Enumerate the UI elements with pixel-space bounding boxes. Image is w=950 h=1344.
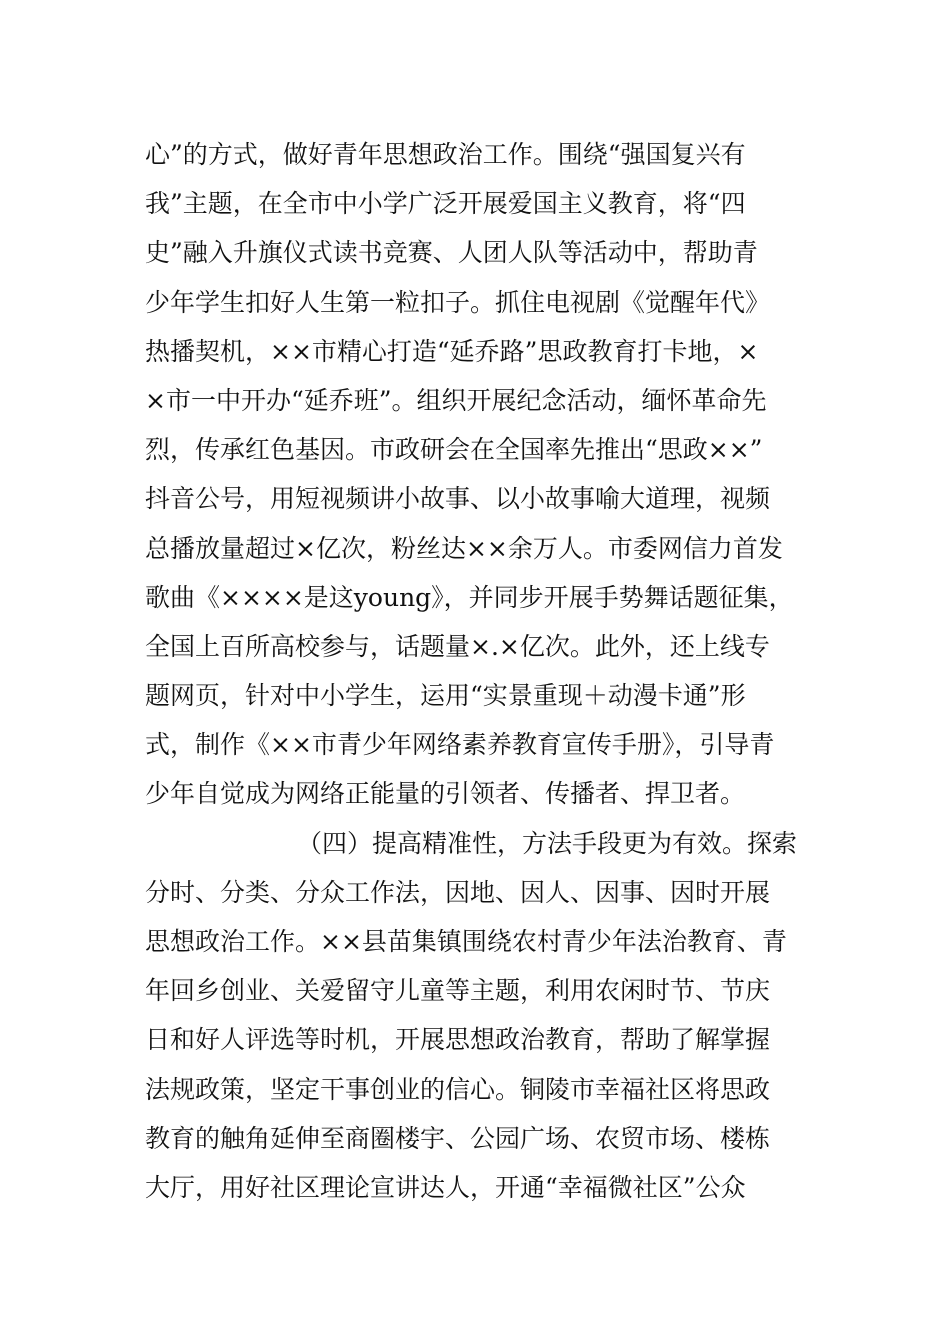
text-line: 题网页，针对中小学生，运用“实景重现＋动漫卡通”形 (145, 681, 746, 711)
text-line: 思想政治工作。××县苗集镇围绕农村青少年法治教育、青 (145, 927, 787, 956)
text-line: 心”的方式，做好青年思想政治工作。围绕“强国复兴有 (145, 140, 746, 169)
text-line: 总播放量超过×亿次，粉丝达××余万人。市委网信力首发 (145, 533, 783, 563)
text-line: 抖音公号，用短视频讲小故事、以小故事喻大道理，视频 (145, 484, 771, 514)
text-line: ×市一中开办“延乔班”。组织开展纪念活动，缅怀革命先 (145, 385, 767, 415)
text-line: 史”融入升旗仪式读书竞赛、人团人队等活动中，帮助青 (145, 238, 758, 268)
text-line: 式，制作《××市青少年网络素养教育宣传手册》，引导青 (145, 730, 775, 760)
body-text (145, 130, 835, 1212)
text-line: 全国上百所高校参与，话题量×.×亿次。此外，还上线专 (145, 631, 770, 661)
text-line: 大厅，用好社区理论宣讲达人，开通“幸福微社区”公众 (145, 1172, 746, 1202)
text-line: 少年自觉成为网络正能量的引领者、传播者、捍卫者。 (145, 779, 746, 809)
text-line: 少年学生扣好人生第一粒扣子。抓住电视剧《觉醒年代》 (145, 287, 771, 317)
text-line: 歌曲《××××是这young》，并同步开展手势舞话题征集， (145, 582, 794, 612)
text-line: 法规政策，坚定干事创业的信心。铜陵市幸福社区将思政 (145, 1074, 771, 1104)
text-line: 热播契机，××市精心打造“延乔路”思政教育打卡地，× (145, 336, 759, 366)
text-line: 我”主题，在全市中小学广泛开展爱国主义教育，将“四 (145, 189, 746, 219)
section-heading-line: （四）提高精准性，方法手段更为有效。探索 (297, 828, 798, 858)
text-line: 烈，传承红色基因。市政研会在全国率先推出“思政××” (145, 435, 763, 465)
text-line: 教育的触角延伸至商圈楼宇、公园广场、农贸市场、楼栋 (145, 1123, 771, 1153)
text-line: 年回乡创业、关爱留守儿童等主题，利用农闲时节、节庆 (145, 976, 771, 1006)
text-line: 分时、分类、分众工作法，因地、因人、因事、因时开展 (145, 877, 771, 907)
text-line: 日和好人评选等时机，开展思想政治教育，帮助了解掌握 (145, 1025, 771, 1055)
